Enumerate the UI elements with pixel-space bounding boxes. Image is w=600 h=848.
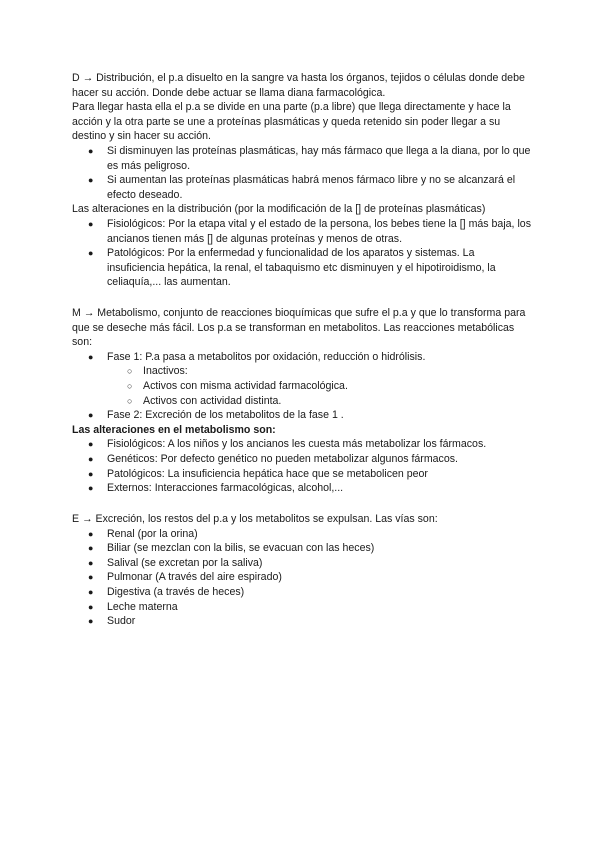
list-item: ● Si aumentan las proteínas plasmáticas habrá menos fármaco libre y no se alcanzará el efecto deseado.: [72, 173, 532, 202]
metabolismo-section: [72, 306, 532, 496]
list-item: ● Genéticos: Por defecto genético no pueden metabolizar algunos fármacos.: [72, 452, 532, 467]
list-item: ● Fisiológicos: Por la etapa vital y el estado de la persona, los bebes tiene la [] más baja, los ancianos tienen más [] de algunas proteínas y menos de otras.: [72, 217, 532, 246]
list-item: ● Digestiva (a través de heces): [72, 585, 532, 600]
list-item: ○ Activos con actividad distinta.: [72, 394, 532, 409]
list-item: ● Fisiológicos: A los niños y los ancianos les cuesta más metabolizar los fármacos.: [72, 437, 532, 452]
excrecion-section: [72, 512, 532, 629]
distribucion-alteraciones-heading: Las alteraciones en la distribución (por la modificación de la [] de proteínas plasmáticas): [72, 203, 486, 216]
list-item: ● Fase 1: P.a pasa a metabolitos por oxidación, reducción o hidrólisis.: [72, 350, 532, 365]
list-item: ● Pulmonar (A través del aire espirado): [72, 570, 532, 585]
list-item: ● Si disminuyen las proteínas plasmáticas, hay más fármaco que llega a la diana, por lo que es más peligroso.: [72, 144, 532, 173]
distribucion-intro: D → Distribución, el p.a disuelto en la sangre va hasta los órganos, tejidos o células donde debe hacer su acción. Donde debe actuar se llama diana farmacológica.: [72, 72, 525, 99]
list-item: ● Sudor: [72, 614, 532, 629]
list-item: ● Salival (se excretan por la saliva): [72, 556, 532, 571]
distribucion-alteraciones: [72, 217, 532, 290]
metabolismo-intro: M → Metabolismo, conjunto de reacciones bioquímicas que sufre el p.a y que lo transforma para que se deseche más fácil. Los p.a se transforman en metabolitos. Las reacciones metabólicas son:: [72, 307, 526, 349]
distribucion-bullets: [72, 144, 532, 202]
list-item: ● Biliar (se mezclan con la bilis, se evacuan con las heces): [72, 541, 532, 556]
list-item: ● Patológicos: Por la enfermedad y funcionalidad de los aparatos y sistemas. La insuficiencia hepática, la renal, el tabaquismo etc disminuyen y el hipotiroidismo, la celiaquía,... las aumentan.: [72, 246, 532, 290]
list-item: ● Renal (por la orina): [72, 527, 532, 542]
list-item: ● Externos: Interacciones farmacológicas, alcohol,...: [72, 481, 532, 496]
list-item: ○ Activos con misma actividad farmacológica.: [72, 379, 532, 394]
list-item: ● Leche materna: [72, 600, 532, 615]
metabolismo-fases: [72, 350, 532, 423]
list-item: ○ Inactivos:: [72, 364, 532, 379]
excrecion-intro: E → Excreción, los restos del p.a y los metabolitos se expulsan. Las vías son:: [72, 513, 438, 525]
metabolismo-alteraciones-heading: Las alteraciones en el metabolismo son:: [72, 423, 276, 436]
excrecion-vias: [72, 527, 532, 629]
distribucion-detalle: Para llegar hasta ella el p.a se divide en una parte (p.a libre) que llega directamente y hace la acción y la otra parte se une a proteínas plasmáticas y queda retenido sin poder llegar a su destino y sin hacer su acción.: [72, 101, 511, 143]
list-item: ● Patológicos: La insuficiencia hepática hace que se metabolicen peor: [72, 467, 532, 482]
list-item: ● Fase 2: Excreción de los metabolitos de la fase 1 .: [72, 408, 532, 423]
metabolismo-alteraciones: [72, 437, 532, 495]
distribucion-section: [72, 71, 532, 290]
